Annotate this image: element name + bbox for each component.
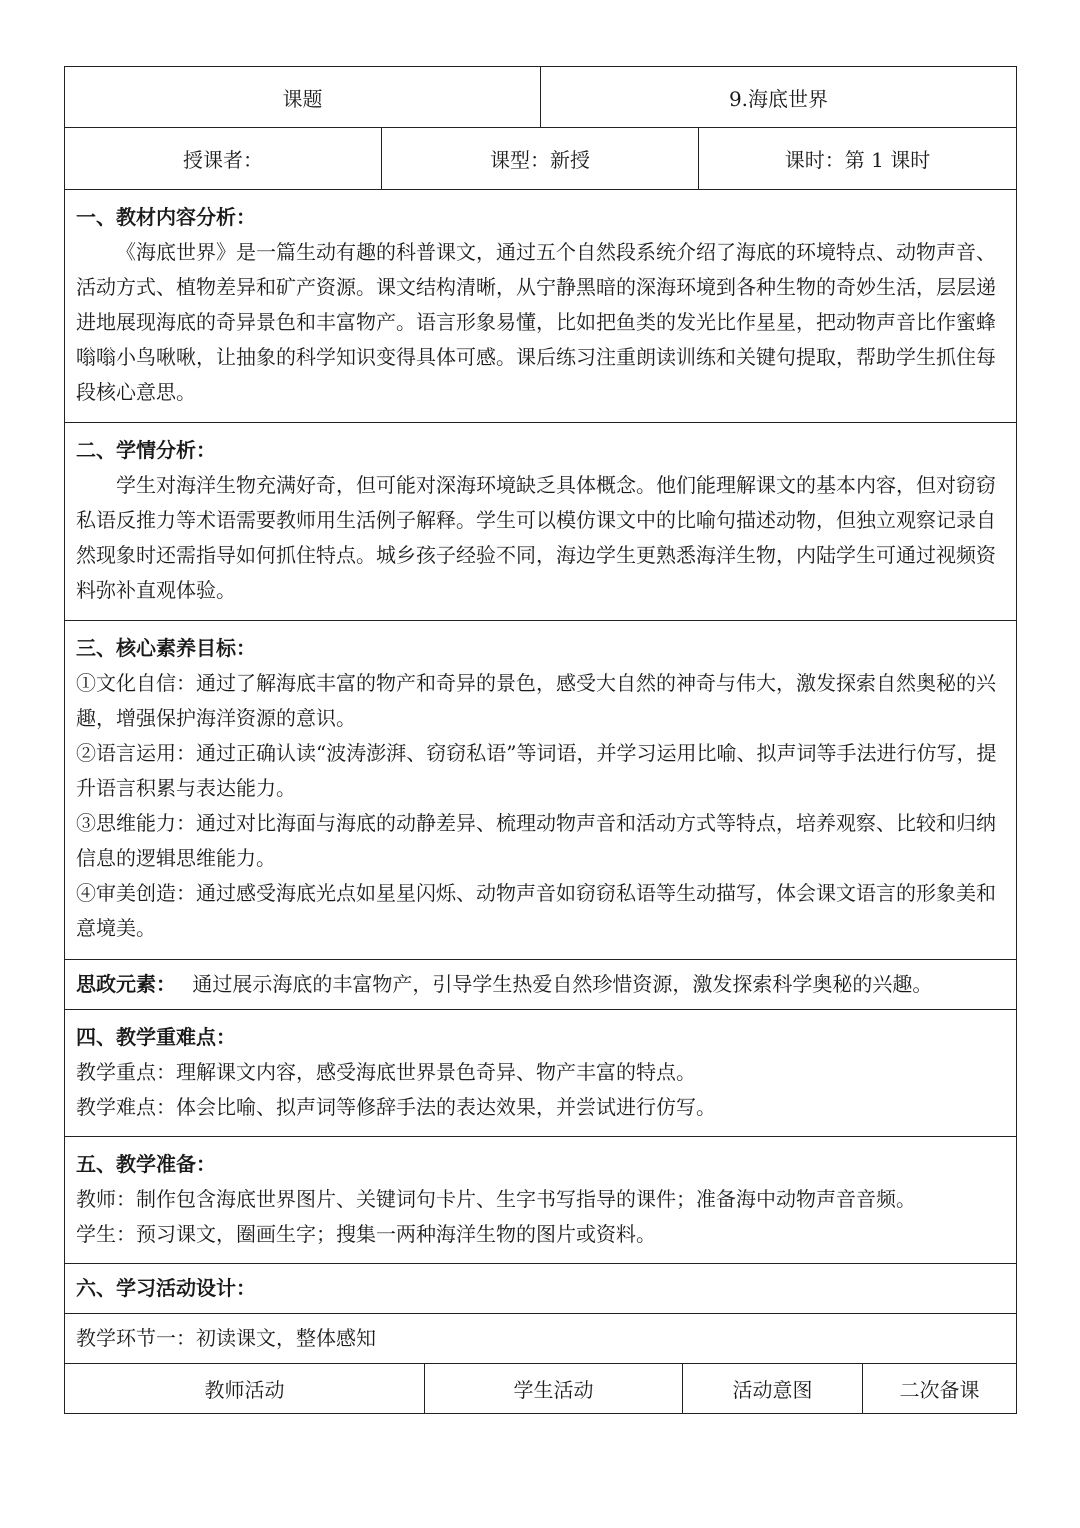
section-title: 二、学情分析：	[76, 438, 216, 462]
section-body: 学生对海洋生物充满好奇，但可能对深海环境缺乏具体概念。他们能理解课文的基本内容，但对窃窃私语反推力等术语需要教师用生活例子解释。学生可以模仿课文中的比喻句描述动物，但独立观察记录自然现象时还需指导如何抓住特点。城乡孩子经验不同，海边学生更熟悉海洋生物，内陆学生可通过视频资料弥补直观体验。	[76, 473, 996, 602]
col-second-prep: 二次备课	[899, 1378, 980, 1402]
goal-item: ①文化自信：通过了解海底丰富的物产和奇异的景色，感受大自然的神奇与伟大，激发探索自然奥秘的兴趣，增强保护海洋资源的意识。	[76, 671, 996, 730]
ideology-text: 通过展示海底的丰富物产，引导学生热爱自然珍惜资源，激发探索科学奥秘的兴趣。	[192, 972, 933, 996]
col-teacher-activity: 教师活动	[65, 1364, 425, 1413]
textbook-analysis-section	[64, 190, 1017, 423]
lesson-plan-table	[64, 66, 1017, 1414]
teaching-step-1: 教学环节一：初读课文，整体感知	[76, 1326, 376, 1350]
teacher-prep: 教师：制作包含海底世界图片、关键词句卡片、生字书写指导的课件；准备海中动物声音音频。	[76, 1187, 916, 1211]
col-student-activity: 学生活动	[425, 1364, 683, 1413]
activity-header-row	[64, 1364, 1017, 1414]
activity-design-section	[64, 1264, 1017, 1314]
section-title: 一、教材内容分析：	[76, 205, 256, 229]
key-difficult-section	[64, 1010, 1017, 1137]
student-analysis-section	[64, 423, 1017, 621]
ideology-label: 思政元素：	[76, 972, 176, 996]
teaching-step-row	[64, 1314, 1017, 1364]
difficult-point: 教学难点：体会比喻、拟声词等修辞手法的表达效果，并尝试进行仿写。	[76, 1095, 716, 1119]
topic-row	[64, 66, 1017, 128]
goal-item: ②语言运用：通过正确认读“波涛澎湃、窃窃私语”等词语，并学习运用比喻、拟声词等手法进行仿写，提升语言积累与表达能力。	[76, 741, 997, 800]
section-body: 《海底世界》是一篇生动有趣的科普课文，通过五个自然段系统介绍了海底的环境特点、动物声音、活动方式、植物差异和矿产资源。课文结构清晰，从宁静黑暗的深海环境到各种生物的奇妙生活，层层递进地展现海底的奇异景色和丰富物产。语言形象易懂，比如把鱼类的发光比作星星，把动物声音比作蜜蜂嗡嗡小鸟啾啾，让抽象的科学知识变得具体可感。课后练习注重朗读训练和关键句提取，帮助学生抓住每段核心意思。	[76, 240, 996, 404]
teacher-label: 授课者：	[65, 128, 382, 189]
section-title: 五、教学准备：	[76, 1152, 216, 1176]
lesson-period: 课时：第 1 课时	[784, 148, 931, 172]
section-title: 六、学习活动设计：	[76, 1276, 256, 1300]
ideology-section	[64, 960, 1017, 1010]
preparation-section	[64, 1137, 1017, 1264]
section-title: 四、教学重难点：	[76, 1025, 236, 1049]
key-point: 教学重点：理解课文内容，感受海底世界景色奇异、物产丰富的特点。	[76, 1060, 696, 1084]
topic-value: 9.海底世界	[728, 86, 829, 111]
goal-item: ④审美创造：通过感受海底光点如星星闪烁、动物声音如窃窃私语等生动描写，体会课文语言的形象美和意境美。	[76, 881, 996, 940]
core-goals-section	[64, 621, 1017, 960]
topic-label: 课题	[65, 67, 541, 127]
lesson-type: 课型：新授	[382, 128, 699, 189]
section-title: 三、核心素养目标：	[76, 636, 256, 660]
student-prep: 学生：预习课文，圈画生字；搜集一两种海洋生物的图片或资料。	[76, 1222, 656, 1246]
col-activity-intent: 活动意图	[683, 1364, 863, 1413]
goal-item: ③思维能力：通过对比海面与海底的动静差异、梳理动物声音和活动方式等特点，培养观察、比较和归纳信息的逻辑思维能力。	[76, 811, 996, 870]
lesson-info-row	[64, 128, 1017, 190]
